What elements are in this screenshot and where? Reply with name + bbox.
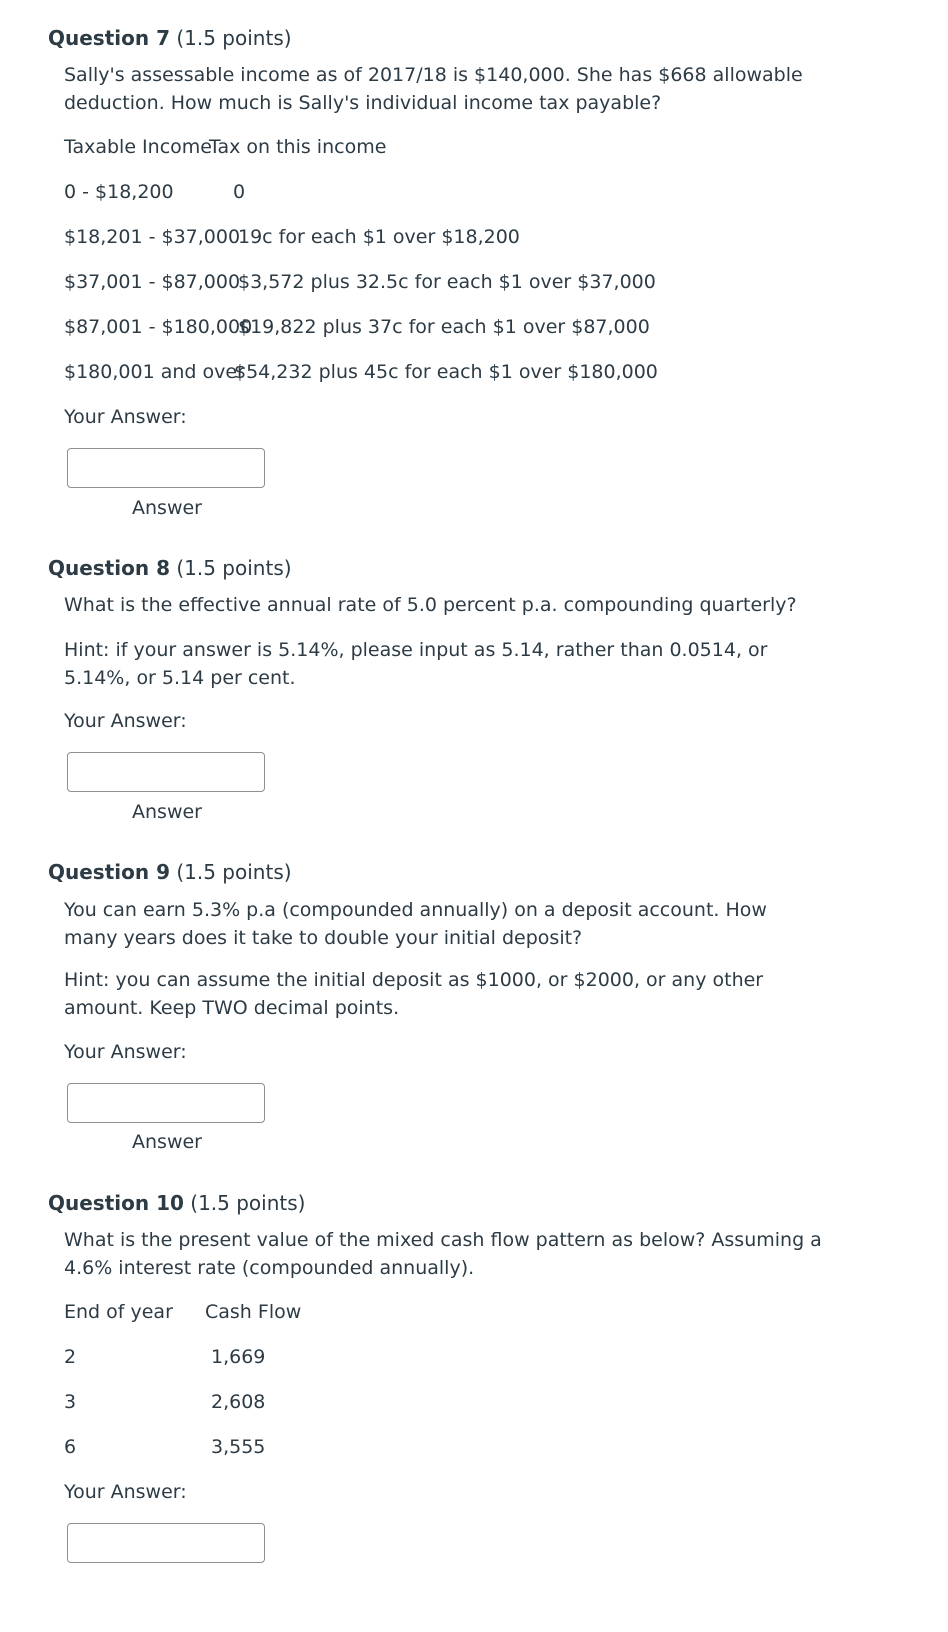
cashflow-header-year: End of year	[64, 1301, 173, 1323]
question-9-text: You can earn 5.3% p.a (compounded annually) on a deposit account. How many years does it take to double your initial deposit?	[64, 899, 767, 949]
tax-row-4-income: $87,001 - $180,000	[64, 316, 253, 338]
question-9-hint: Hint: you can assume the initial deposit as $1000, or $2000, or any other amount. Keep TWO decimal points.	[64, 969, 764, 1019]
tax-row-3-tax: $3,572 plus 32.5c for each $1 over $37,000	[238, 271, 656, 293]
tax-row-3-income: $37,001 - $87,000	[64, 271, 241, 293]
question-7-title	[48, 28, 292, 48]
question-7-points: (1.5 points)	[176, 26, 292, 50]
question-9-answer-caption: Answer	[132, 1131, 202, 1153]
question-8-your-answer-label: Your Answer:	[64, 710, 187, 732]
question-8-hint: Hint: if your answer is 5.14%, please input as 5.14, rather than 0.0514, or 5.14%, or 5.14 per cent.	[64, 639, 768, 689]
question-9-number: Question 9	[48, 860, 170, 884]
question-9-your-answer-label: Your Answer:	[64, 1041, 187, 1063]
question-9-title	[48, 862, 292, 882]
question-8-answer-caption: Answer	[132, 801, 202, 823]
tax-row-4-tax: $19,822 plus 37c for each $1 over $87,000	[238, 316, 650, 338]
question-8-answer-input[interactable]	[67, 752, 265, 792]
cashflow-row-3-flow: 3,555	[211, 1436, 266, 1458]
question-10-title	[48, 1193, 305, 1213]
question-8-title	[48, 558, 292, 578]
tax-row-1-income: 0 - $18,200	[64, 181, 174, 203]
question-8-points: (1.5 points)	[176, 556, 292, 580]
question-7-number: Question 7	[48, 26, 170, 50]
question-7-text: Sally's assessable income as of 2017/18 is $140,000. She has $668 allowable deduction. How much is Sally's individual income tax payable?	[64, 64, 803, 114]
question-9-answer-input[interactable]	[67, 1083, 265, 1123]
question-8-text: What is the effective annual rate of 5.0 percent p.a. compounding quarterly?	[64, 594, 797, 616]
question-10-text: What is the present value of the mixed cash flow pattern as below? Assuming a 4.6% interest rate (compounded annually).	[64, 1229, 822, 1279]
question-10-points: (1.5 points)	[190, 1191, 306, 1215]
cashflow-row-2-flow: 2,608	[211, 1391, 266, 1413]
question-10-number: Question 10	[48, 1191, 184, 1215]
tax-table-header-tax: Tax on this income	[209, 136, 387, 158]
question-7-answer-caption: Answer	[132, 497, 202, 519]
cashflow-row-3-year: 6	[64, 1436, 77, 1458]
tax-table-header-income: Taxable Income	[64, 136, 212, 158]
tax-row-5-income: $180,001 and over	[64, 361, 245, 383]
question-10-your-answer-label: Your Answer:	[64, 1481, 187, 1503]
tax-row-2-income: $18,201 - $37,000	[64, 226, 241, 248]
tax-row-5-tax: $54,232 plus 45c for each $1 over $180,000	[234, 361, 658, 383]
tax-row-1-tax: 0	[233, 181, 246, 203]
question-7-answer-input[interactable]	[67, 448, 265, 488]
cashflow-row-1-flow: 1,669	[211, 1346, 266, 1368]
cashflow-row-2-year: 3	[64, 1391, 77, 1413]
cashflow-header-flow: Cash Flow	[205, 1301, 302, 1323]
question-7-your-answer-label: Your Answer:	[64, 406, 187, 428]
question-10-answer-input[interactable]	[67, 1523, 265, 1563]
question-8-number: Question 8	[48, 556, 170, 580]
cashflow-row-1-year: 2	[64, 1346, 77, 1368]
tax-row-2-tax: 19c for each $1 over $18,200	[238, 226, 520, 248]
question-9-points: (1.5 points)	[176, 860, 292, 884]
